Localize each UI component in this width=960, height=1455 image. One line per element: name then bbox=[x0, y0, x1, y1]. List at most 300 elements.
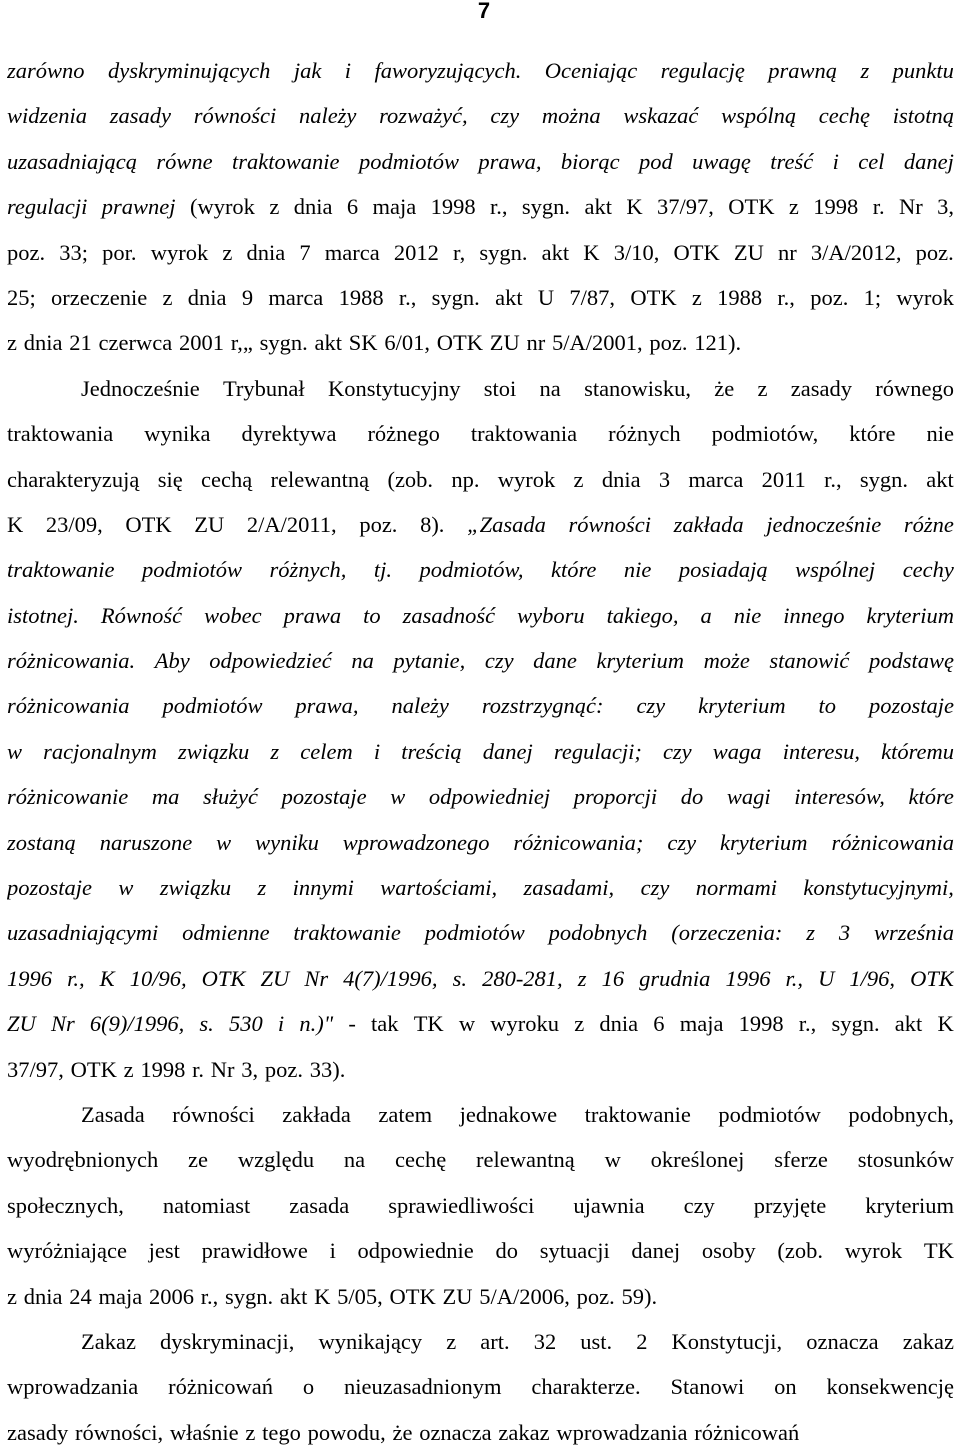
word: akt bbox=[279, 1283, 308, 1309]
word: K bbox=[314, 1283, 331, 1309]
word: które bbox=[849, 421, 896, 447]
word: któremu bbox=[881, 738, 954, 764]
word: dnia bbox=[23, 1283, 63, 1309]
word: akt bbox=[584, 194, 612, 220]
word: 2001 bbox=[178, 330, 224, 356]
word: które bbox=[908, 784, 954, 810]
word: danej bbox=[903, 148, 954, 174]
word: r. bbox=[192, 1056, 205, 1082]
word: r., bbox=[398, 284, 417, 310]
word: podmiotów, bbox=[711, 421, 819, 447]
word: do bbox=[680, 784, 704, 810]
word: 24 bbox=[69, 1283, 92, 1309]
word: 8). bbox=[420, 511, 445, 537]
word: można bbox=[541, 103, 601, 129]
word: nr bbox=[526, 330, 546, 356]
word: natomiast bbox=[162, 1192, 251, 1218]
word: 3 bbox=[838, 920, 851, 946]
word: dnia bbox=[293, 194, 333, 220]
word: dyrektywa bbox=[241, 421, 337, 447]
word: z bbox=[245, 1419, 256, 1445]
word: związku bbox=[159, 875, 232, 901]
word: różnicowanie bbox=[7, 784, 129, 810]
word: poz. bbox=[7, 239, 46, 265]
word: „Zasada bbox=[467, 511, 546, 537]
word: wyrok bbox=[896, 284, 954, 310]
word: czy bbox=[484, 648, 514, 674]
word: K bbox=[937, 1011, 954, 1037]
word: pod bbox=[639, 148, 673, 174]
word: i bbox=[832, 148, 839, 174]
word: podmiotów bbox=[424, 920, 525, 946]
word: traktowanie bbox=[584, 1101, 691, 1127]
text-line bbox=[7, 457, 954, 502]
word: OTK bbox=[436, 330, 483, 356]
word: 37/97, bbox=[656, 194, 714, 220]
word: prawnej bbox=[101, 194, 176, 220]
text-line bbox=[7, 683, 954, 728]
word: nie bbox=[926, 421, 954, 447]
word: czy bbox=[683, 1192, 715, 1218]
word: zasadność bbox=[402, 602, 496, 628]
text-line bbox=[7, 1047, 954, 1092]
text-line bbox=[7, 1319, 954, 1364]
word: 1; bbox=[863, 284, 882, 310]
word: stanowisku, bbox=[584, 375, 691, 401]
word: może bbox=[703, 648, 750, 674]
text-line bbox=[7, 547, 954, 592]
word: i bbox=[329, 1238, 336, 1264]
word: tj. bbox=[373, 557, 393, 583]
word: akt bbox=[894, 1011, 923, 1037]
word: czy bbox=[490, 103, 520, 129]
word: zakaz bbox=[902, 1328, 954, 1354]
word: że bbox=[714, 375, 735, 401]
word: Nr bbox=[210, 1056, 235, 1082]
word: uwagę bbox=[692, 148, 751, 174]
word: 121). bbox=[694, 330, 742, 356]
word: OTK bbox=[910, 965, 954, 991]
word: 7/87, bbox=[569, 284, 616, 310]
word: sferze bbox=[774, 1147, 828, 1173]
word: racjonalnym bbox=[43, 738, 157, 764]
word: należy bbox=[391, 693, 449, 719]
word: traktowanie bbox=[232, 148, 340, 174]
word: nie bbox=[733, 602, 762, 628]
word: poz. bbox=[649, 330, 688, 356]
word: wyniku bbox=[255, 829, 319, 855]
word: stoi bbox=[483, 375, 517, 401]
word: proporcji bbox=[573, 784, 658, 810]
word: TK bbox=[413, 1011, 444, 1037]
word: poz. bbox=[810, 284, 849, 310]
word: sprawiedliwości bbox=[388, 1192, 535, 1218]
word: 1996 bbox=[7, 965, 52, 991]
word: wskazać bbox=[623, 103, 699, 129]
word: odpowiedzieć bbox=[209, 648, 332, 674]
word: danej bbox=[482, 738, 533, 764]
word: K bbox=[99, 965, 115, 991]
word: z bbox=[123, 1056, 134, 1082]
word: ust. bbox=[580, 1328, 613, 1354]
word: dnia bbox=[187, 284, 227, 310]
word: interesu, bbox=[782, 738, 860, 764]
word: Aby bbox=[154, 648, 190, 674]
word: Nr bbox=[304, 965, 329, 991]
word: zakłada bbox=[673, 511, 744, 537]
word: z bbox=[757, 375, 768, 401]
word: jednocześnie bbox=[766, 511, 882, 537]
word: z bbox=[574, 1011, 585, 1037]
word: r. bbox=[872, 194, 885, 220]
word: r., bbox=[798, 1011, 817, 1037]
word: traktowanie bbox=[7, 557, 115, 583]
word: różnych, bbox=[269, 557, 347, 583]
word: dnia bbox=[23, 330, 63, 356]
word: w bbox=[216, 829, 232, 855]
word: takiego, bbox=[606, 602, 679, 628]
word: podobnych, bbox=[848, 1101, 954, 1127]
word: zostaną bbox=[7, 829, 76, 855]
word: stosunków bbox=[857, 1147, 954, 1173]
word: różnicowania. bbox=[7, 648, 136, 674]
text-line bbox=[7, 320, 954, 365]
word: grudnia bbox=[639, 965, 711, 991]
word: traktowania bbox=[7, 421, 114, 447]
word: - bbox=[348, 1011, 356, 1037]
word: np. bbox=[451, 466, 480, 492]
word: zakaz bbox=[498, 1419, 550, 1445]
word: zakłada bbox=[282, 1101, 351, 1127]
word: pozostaje bbox=[868, 693, 954, 719]
word: 25; bbox=[7, 284, 36, 310]
word: sygn. bbox=[259, 330, 308, 356]
word: oznacza bbox=[419, 1419, 492, 1445]
word: poz. bbox=[264, 1056, 304, 1082]
text-line bbox=[7, 1364, 954, 1409]
word: kryterium bbox=[866, 602, 954, 628]
word: OTK bbox=[630, 284, 677, 310]
word: 1998 bbox=[738, 1011, 784, 1037]
word: treść bbox=[770, 148, 814, 174]
word: relewantną bbox=[270, 466, 370, 492]
word: wyrok bbox=[497, 466, 556, 492]
word: zatem bbox=[378, 1101, 433, 1127]
word: 3, bbox=[937, 194, 954, 220]
word: równości bbox=[193, 103, 277, 129]
word: r., bbox=[785, 965, 804, 991]
word: 37/97, bbox=[7, 1056, 64, 1082]
word: zasady bbox=[109, 103, 171, 129]
word: maja bbox=[372, 194, 417, 220]
word: ze bbox=[188, 1147, 209, 1173]
word: wobec bbox=[204, 602, 262, 628]
word: waga bbox=[712, 738, 762, 764]
word: cechę bbox=[818, 103, 870, 129]
word: 1988 bbox=[338, 284, 384, 310]
word: powodu, bbox=[307, 1419, 386, 1445]
word: z bbox=[222, 239, 233, 265]
word: o bbox=[302, 1374, 315, 1400]
word: z bbox=[788, 194, 799, 220]
text-line bbox=[7, 956, 954, 1001]
word: 1996 bbox=[725, 965, 771, 991]
word: tak bbox=[371, 1011, 399, 1037]
text-line bbox=[7, 1137, 954, 1182]
word: 33). bbox=[309, 1056, 346, 1082]
word: wyrok bbox=[844, 1238, 903, 1264]
text-line bbox=[7, 820, 954, 865]
word: pozostaje bbox=[281, 784, 367, 810]
word: regulację bbox=[660, 58, 745, 83]
word: OTK bbox=[70, 1056, 117, 1082]
text-line bbox=[7, 1001, 954, 1046]
word: 21 bbox=[69, 330, 92, 356]
word: orzeczenie bbox=[51, 284, 148, 310]
word: posiadają bbox=[678, 557, 768, 583]
word: z bbox=[162, 284, 173, 310]
word: prawidłowe bbox=[201, 1238, 308, 1264]
paragraph bbox=[7, 1319, 954, 1455]
word: 6 bbox=[653, 1011, 665, 1037]
word: ZU bbox=[260, 965, 290, 991]
word: rozstrzygnąć: bbox=[481, 693, 604, 719]
word: Trybunał bbox=[222, 375, 305, 401]
word: sygn. bbox=[521, 194, 571, 220]
word: dnia bbox=[246, 239, 286, 265]
word: kryterium bbox=[720, 829, 808, 855]
word: 6/01, bbox=[384, 330, 430, 356]
word: osoby bbox=[701, 1238, 756, 1264]
word: akt bbox=[495, 284, 523, 310]
word: tego bbox=[262, 1419, 301, 1445]
word: OTK bbox=[389, 1283, 436, 1309]
word: interesów, bbox=[794, 784, 885, 810]
word: określonej bbox=[650, 1147, 745, 1173]
word: zasadami, bbox=[523, 875, 615, 901]
word: z bbox=[446, 1328, 457, 1354]
word: równe bbox=[156, 148, 213, 174]
word: 7 bbox=[299, 239, 311, 265]
word: (zob. bbox=[387, 466, 434, 492]
word: stanowić bbox=[769, 648, 850, 674]
word: uzasadniającą bbox=[7, 148, 138, 174]
word: na bbox=[351, 648, 374, 674]
word: on bbox=[774, 1374, 797, 1400]
paragraph bbox=[7, 1092, 954, 1319]
word: n.)" bbox=[299, 1011, 334, 1037]
word: (wyrok bbox=[189, 194, 255, 220]
text-line bbox=[7, 1410, 954, 1455]
word: z bbox=[7, 1283, 17, 1309]
word: dnia bbox=[601, 466, 641, 492]
word: z bbox=[7, 330, 17, 356]
word: wartościami, bbox=[380, 875, 498, 901]
text-line bbox=[7, 774, 954, 819]
text-line bbox=[7, 502, 954, 547]
word: i bbox=[373, 738, 381, 764]
word: K bbox=[583, 239, 600, 265]
word: czy bbox=[662, 738, 692, 764]
word: SK bbox=[348, 330, 378, 356]
word: 2006 bbox=[148, 1283, 194, 1309]
word: (zob. bbox=[777, 1238, 823, 1264]
document-body bbox=[7, 48, 954, 1455]
word: nie bbox=[623, 557, 652, 583]
word: s. bbox=[199, 1011, 214, 1037]
word: konstytucyjnymi, bbox=[803, 875, 954, 901]
word: właśnie bbox=[169, 1419, 239, 1445]
word: wprowadzania bbox=[7, 1374, 139, 1400]
page-number: 7 bbox=[477, 0, 491, 23]
word: różne bbox=[903, 511, 954, 537]
word: przyjęte bbox=[753, 1192, 827, 1218]
word: 1998 bbox=[140, 1056, 186, 1082]
word: podmiotów bbox=[358, 148, 459, 174]
word: do bbox=[495, 1238, 518, 1264]
word: to bbox=[818, 693, 837, 719]
word: r, bbox=[453, 239, 466, 265]
word: 2/A/2011, bbox=[246, 511, 337, 537]
word: które bbox=[551, 557, 597, 583]
word: marca bbox=[688, 466, 744, 492]
paragraph bbox=[7, 366, 954, 1092]
word: że bbox=[392, 1419, 413, 1445]
word: traktowanie bbox=[293, 920, 401, 946]
word: w bbox=[604, 1147, 621, 1173]
word: z bbox=[269, 194, 280, 220]
word: podobnych bbox=[548, 920, 648, 946]
word: 2 bbox=[636, 1328, 648, 1354]
text-line bbox=[7, 411, 954, 456]
word: Stanowi bbox=[670, 1374, 745, 1400]
word: art. bbox=[480, 1328, 510, 1354]
word: wagi bbox=[726, 784, 771, 810]
word: faworyzujących. bbox=[374, 58, 522, 83]
word: relewantną bbox=[476, 1147, 575, 1173]
word: istotnej. bbox=[7, 602, 79, 628]
word: równości bbox=[568, 511, 651, 537]
word: poz. bbox=[915, 239, 954, 265]
word: prawa, bbox=[478, 148, 542, 174]
word: OTK bbox=[728, 194, 775, 220]
word: sygn. bbox=[859, 466, 909, 492]
word: wyróżniające bbox=[7, 1238, 127, 1264]
word: s. bbox=[452, 965, 467, 991]
word: ma bbox=[151, 784, 180, 810]
word: treścią bbox=[401, 738, 462, 764]
word: poz. bbox=[576, 1283, 615, 1309]
text-line bbox=[7, 1092, 954, 1137]
word: U bbox=[537, 284, 555, 310]
word: akt bbox=[926, 466, 954, 492]
word: innego bbox=[783, 602, 845, 628]
word: się bbox=[157, 466, 183, 492]
word: r., bbox=[490, 194, 508, 220]
word: Konstytucyjny bbox=[327, 375, 461, 401]
word: kryterium bbox=[596, 648, 684, 674]
word: ZU bbox=[489, 330, 520, 356]
word: sygn. bbox=[225, 1283, 274, 1309]
word: Nr bbox=[898, 194, 923, 220]
word: ZU bbox=[194, 511, 225, 537]
word: różnicowania; bbox=[513, 829, 644, 855]
word: zasady bbox=[7, 1419, 69, 1445]
word: traktowania bbox=[470, 421, 578, 447]
text-line bbox=[7, 230, 954, 275]
word: wyrok bbox=[150, 239, 209, 265]
word: dyskryminujących bbox=[107, 58, 271, 83]
word: 23/09, bbox=[45, 511, 103, 537]
word: należy bbox=[298, 103, 357, 129]
word: odmienne bbox=[182, 920, 270, 946]
word: 59). bbox=[621, 1283, 658, 1309]
word: oznacza bbox=[806, 1328, 879, 1354]
word: Jednocześnie bbox=[81, 375, 200, 401]
word: różnego bbox=[367, 421, 440, 447]
word: różnicowania bbox=[831, 829, 954, 855]
word: marca bbox=[324, 239, 380, 265]
word: 3/A/2012, bbox=[810, 239, 902, 265]
text-line bbox=[7, 1183, 954, 1228]
word: 33; bbox=[59, 239, 89, 265]
word: ujawnia bbox=[573, 1192, 645, 1218]
word: normami bbox=[695, 875, 777, 901]
word: czerwca bbox=[98, 330, 173, 356]
word: zarówno bbox=[7, 58, 85, 83]
word: regulacji bbox=[7, 194, 88, 220]
word: wynika bbox=[144, 421, 211, 447]
word: wyroku bbox=[490, 1011, 560, 1037]
word: dyskryminacji, bbox=[160, 1328, 295, 1354]
word: Równość bbox=[100, 602, 183, 628]
word: podstawę bbox=[868, 648, 954, 674]
word: Oceniając bbox=[544, 58, 638, 83]
word: por. bbox=[102, 239, 137, 265]
word: maja bbox=[679, 1011, 724, 1037]
word: to bbox=[363, 602, 381, 628]
word: dane bbox=[533, 648, 577, 674]
word: Konstytucji, bbox=[671, 1328, 783, 1354]
word: z bbox=[691, 284, 702, 310]
word: podmiotów bbox=[718, 1101, 821, 1127]
word: zasady bbox=[790, 375, 852, 401]
word: cel bbox=[858, 148, 885, 174]
word: 4(7)/1996, bbox=[343, 965, 438, 991]
word: K bbox=[626, 194, 643, 220]
word: w bbox=[390, 784, 406, 810]
word: Nr bbox=[50, 1011, 75, 1037]
word: cechę bbox=[395, 1147, 447, 1173]
text-line bbox=[7, 366, 954, 411]
word: 5/A/2006, bbox=[479, 1283, 570, 1309]
word: maja bbox=[98, 1283, 143, 1309]
word: r., bbox=[67, 965, 85, 991]
word: 5/A/2001, bbox=[551, 330, 643, 356]
word: kryterium bbox=[698, 693, 786, 719]
text-line bbox=[7, 48, 954, 93]
word: pozostaje bbox=[7, 875, 93, 901]
word: w bbox=[7, 738, 23, 764]
word: marca bbox=[268, 284, 324, 310]
word: OTK bbox=[673, 239, 720, 265]
word: 5/05, bbox=[337, 1283, 383, 1309]
word: uzasadniającymi bbox=[7, 920, 159, 946]
word: naruszone bbox=[99, 829, 193, 855]
word: i bbox=[344, 58, 352, 83]
word: względu bbox=[237, 1147, 315, 1173]
text-line bbox=[7, 184, 954, 229]
